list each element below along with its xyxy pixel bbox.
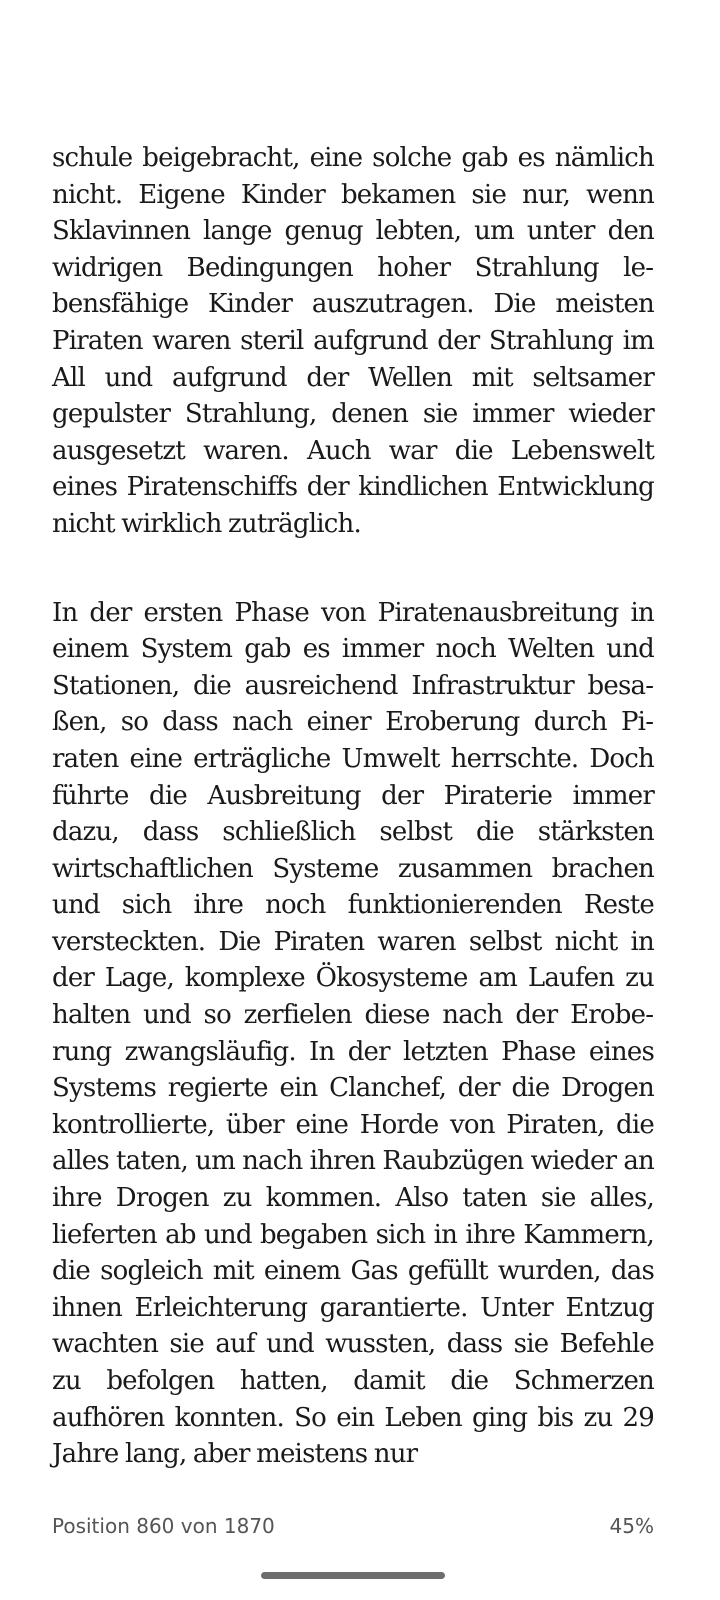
book-paragraph: schule beigebracht, eine solche gab es nämlich nicht. Eigene Kinder bekamen sie nur, wenn Sklavinnen lange genug lebten, um unter den widrigen Bedingungen hoher Strahlung lebensfähige Kinder auszutragen. Die meisten Piraten waren steril aufgrund der Strahlung im All und aufgrund der Wellen mit seltsamer gepulster Strahlung, denen sie immer wieder ausgesetzt waren. Auch war die Lebenswelt eines Piratenschiffs der kindlichen Entwicklung nicht wirklich zuträglich. bbox=[52, 143, 654, 539]
percent-label: 45% bbox=[609, 1514, 654, 1538]
home-indicator-bar[interactable] bbox=[261, 1572, 445, 1579]
book-paragraph: In der ersten Phase von Piratenausbreitung in einem System gab es immer noch Welten und Stationen, die ausreichend Infrastruktur besaßen, so dass nach einer Eroberung durch Piraten eine erträgliche Umwelt herrschte. Doch führte die Ausbreitung der Piraterie immer dazu, dass schließlich selbst die stärksten wirtschaftlichen Systeme zusammen brachen und sich ihre noch funktionierenden Reste versteckten. Die Piraten waren selbst nicht in der Lage, komplexe Ökosysteme am Laufen zu halten und so zerfielen diese nach der Eroberung zwangsläufig. In der letzten Phase eines Systems regierte ein Clanchef, der die Drogen kontrollierte, über eine Horde von Piraten, die alles taten, um nach ihren Raubzügen wieder an ihre Drogen zu kommen. Also taten sie alles, lieferten ab und begaben sich in ihre Kammern, die sogleich mit einem Gas gefüllt wurden, das ihnen Erleichterung garantierte. Unter Entzug wachten sie auf und wussten, dass sie Befehle zu befolgen hatten, damit die Schmerzen aufhören konnten. So ein Leben ging bis zu 29 Jahre lang, aber meistens nur bbox=[52, 597, 654, 1470]
position-label: Position 860 von 1870 bbox=[52, 1514, 275, 1538]
reader-page[interactable] bbox=[52, 140, 654, 1473]
reading-progress-footer bbox=[52, 1514, 654, 1544]
